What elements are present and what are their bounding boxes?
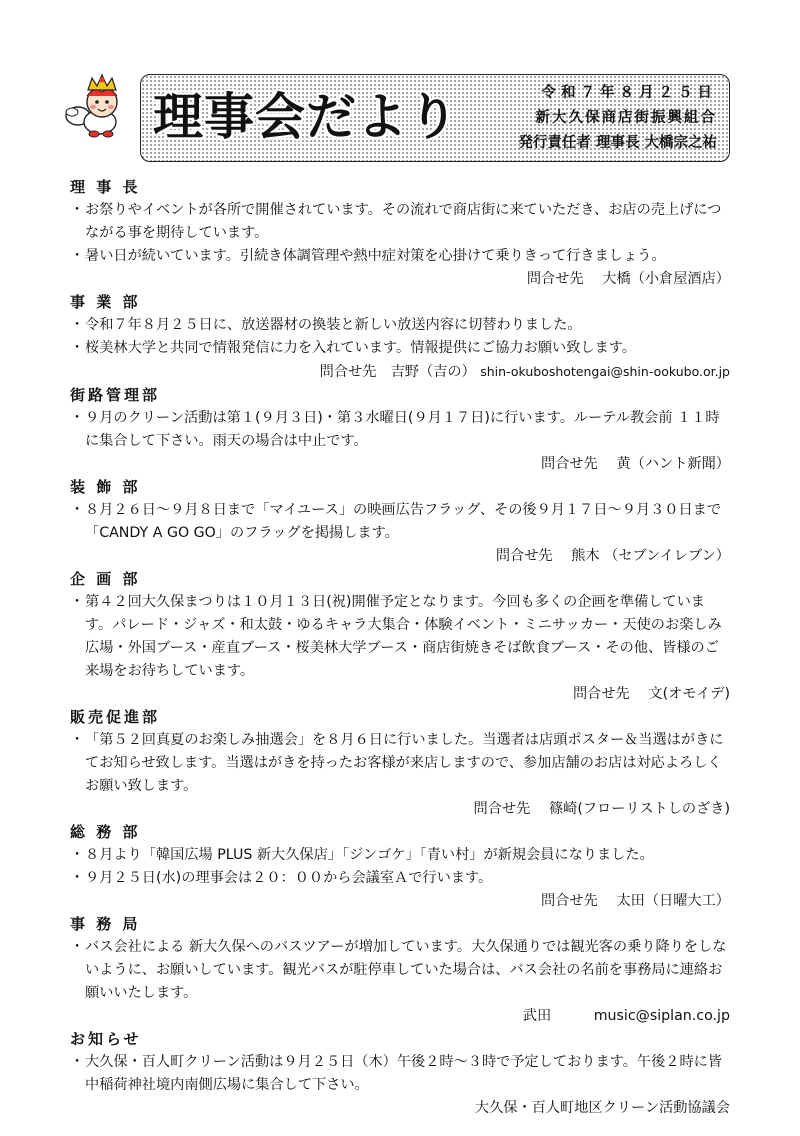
contact-email[interactable]: shin-okuboshotengai@shin-ookubo.or.jp	[480, 364, 730, 379]
section-title: お知らせ	[70, 1030, 142, 1048]
section-sales	[70, 706, 730, 821]
section-title: 販売促進部	[70, 708, 161, 726]
section-secretariat	[70, 913, 730, 1028]
mascot-icon	[64, 72, 134, 140]
publisher-line: 発行責任者 理事長 大橋宗之祐	[518, 135, 717, 151]
list-item: ・ 大久保・百人町クリーン活動は９月２５日（木）午後２時～３時で予定しております。午後２時に皆中稲荷神社境内南側広場に集合して下さい。	[70, 1051, 730, 1097]
list-item: ・ 令和７年８月２５日に、放送器材の換装と新しい放送内容に切替わりました。	[70, 314, 730, 337]
contact-line: 武田 music@siplan.co.jp	[522, 1008, 730, 1024]
header-info	[518, 81, 717, 156]
list-item: ・ ８月２６日～９月８日まで「マイユース」の映画広告フラッグ、その後９月１７日～９月３０日まで「CANDY A GO GO」のフラッグを掲揚します。	[70, 499, 730, 545]
list-item: ・ ９月２５日(水)の理事会は２０：００から会議室Ａで行います。	[70, 867, 730, 890]
list-item: ・ ８月より「韓国広場 PLUS 新大久保店」「ジンゴケ」「青い村」が新規会員になりました。	[70, 844, 730, 867]
list-item: ・ 「第５２回真夏のお楽しみ抽選会」を８月６日に行いました。当選者は店頭ポスター＆当選はがきにてお知らせ致します。当選はがきを持ったお客様が来店しますので、参加店舗のお店は対応よろしくお願い致します。	[70, 729, 730, 798]
section-planning	[70, 568, 730, 706]
section-title: 街路管理部	[70, 386, 161, 404]
section-business	[70, 291, 730, 384]
section-title: 企 画 部	[70, 570, 141, 588]
list-item: ・ 桜美林大学と共同で情報発信に力を入れています。情報提供にご協力お願い致します。	[70, 337, 730, 360]
newsletter-title: 理事会だより	[153, 88, 459, 146]
section-title: 装 飾 部	[70, 478, 141, 496]
section-street	[70, 384, 730, 476]
section-decoration	[70, 476, 730, 568]
contact-line: 問合せ先 文(オモイデ)	[572, 686, 730, 702]
contact-line: 大久保・百人町地区クリーン活動協議会	[474, 1100, 730, 1116]
list-item: ・ お祭りやイベントが各所で開催されています。その流れで商店街に来ていただき、お店の売上げにつながる事を期待しています。	[70, 199, 730, 245]
contact-line	[70, 360, 730, 384]
list-item: ・ バス会社による 新大久保へのバスツアーが増加しています。大久保通りでは観光客の乗り降りをしないように、お願いしています。観光バスが駐停車していた場合は、バス会社の名前を事務局に連絡お願いいたします。	[70, 936, 730, 1005]
organization-name: 新大久保商店街振興組合	[535, 110, 717, 126]
section-title: 理 事 長	[70, 178, 141, 196]
section-notice	[70, 1028, 730, 1120]
list-item: ・ 第４２回大久保まつりは１０月１３日(祝)開催予定となります。今回も多くの企画を準備しています。パレード・ジャズ・和太鼓・ゆるキャラ大集合・体験イベント・ミニサッカー・天使のお楽しみ広場・外国ブース・産直ブース・桜美林大学ブース・商店街焼きそば飲食ブース・その他、皆様のご来場をお待ちしています。	[70, 591, 730, 683]
contact-line: 問合せ先 篠崎(フローリストしのざき)	[473, 801, 730, 817]
contact-line: 問合せ先 熊木 （セブンイレブン）	[495, 548, 730, 564]
section-general-affairs	[70, 821, 730, 913]
issue-date: 令和７年８月２５日	[541, 85, 717, 101]
newsletter-body	[70, 176, 730, 1120]
section-chairman	[70, 176, 730, 291]
list-item: ・ ９月のクリーン活動は第１(９月３日)・第３水曜日(９月１７日)に行います。ルーテル教会前 １１時に集合して下さい。雨天の場合は中止です。	[70, 407, 730, 453]
contact-line: 問合せ先 黄（ハント新聞）	[541, 456, 730, 472]
contact-person: 問合せ先 吉野（吉の）	[319, 364, 476, 380]
header-banner	[140, 74, 730, 162]
contact-line: 問合せ先 大橋（小倉屋酒店）	[526, 271, 730, 287]
contact-line: 問合せ先 太田（日曜大工）	[541, 893, 730, 909]
list-item: ・ 暑い日が続いています。引続き体調管理や熱中症対策を心掛けて乗りきって行きましょう。	[70, 245, 730, 268]
section-title: 総 務 部	[70, 823, 141, 841]
section-title: 事 業 部	[70, 293, 141, 311]
section-title: 事 務 局	[70, 915, 141, 933]
